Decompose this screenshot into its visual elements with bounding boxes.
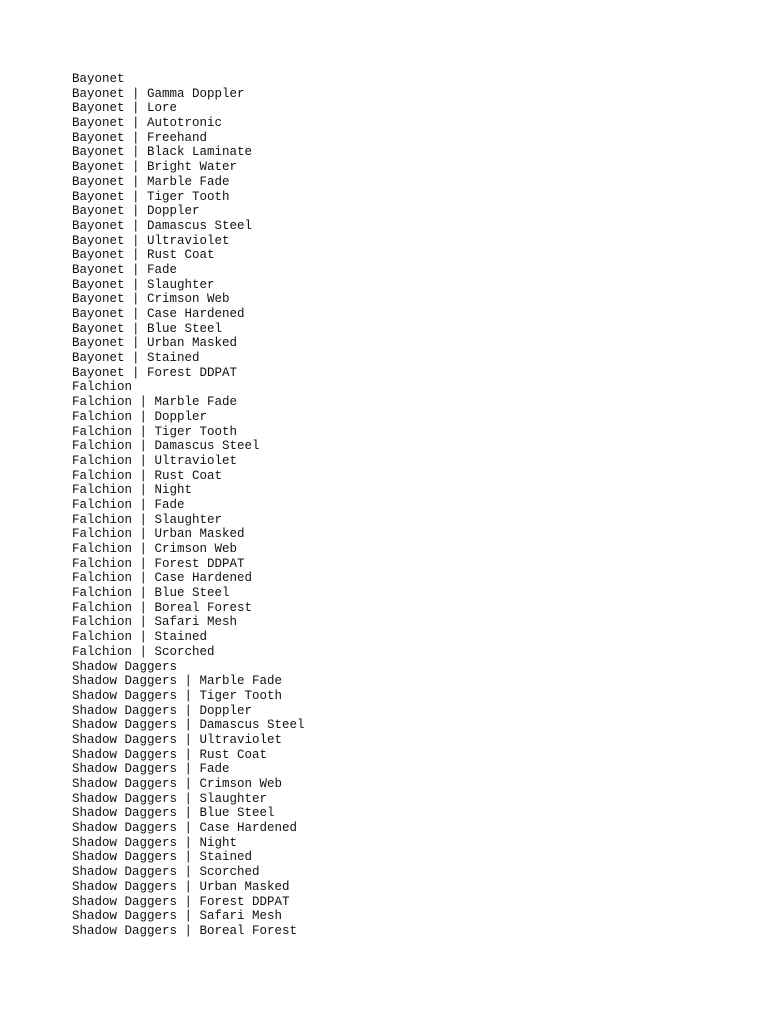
text-line: Bayonet | Lore	[72, 101, 178, 116]
text-line: Falchion | Boreal Forest	[72, 600, 253, 615]
text-line: Bayonet	[72, 72, 125, 86]
text-line: Falchion | Blue Steel	[72, 586, 230, 601]
text-line: Shadow Daggers | Stained	[72, 850, 253, 865]
text-line: Bayonet | Bright Water	[72, 160, 238, 175]
text-line: Falchion | Safari Mesh	[72, 615, 238, 630]
text-line-list	[72, 72, 712, 939]
text-line: Shadow Daggers | Urban Masked	[72, 879, 290, 894]
text-line: Bayonet | Case Hardened	[72, 307, 245, 321]
text-line: Falchion | Urban Masked	[72, 527, 245, 542]
text-line: Bayonet | Doppler	[72, 204, 200, 219]
text-line: Falchion | Night	[72, 483, 193, 498]
text-line: Bayonet | Stained	[72, 351, 200, 366]
text-line: Shadow Daggers | Scorched	[72, 865, 260, 880]
text-line: Shadow Daggers | Rust Coat	[72, 747, 268, 762]
text-line: Falchion | Fade	[72, 497, 185, 512]
text-line: Bayonet | Gamma Doppler	[72, 86, 245, 101]
text-line: Falchion | Marble Fade	[72, 395, 238, 410]
text-line: Falchion | Forest DDPAT	[72, 556, 245, 571]
text-line: Bayonet | Damascus Steel	[72, 218, 253, 233]
text-line: Shadow Daggers | Blue Steel	[72, 806, 275, 821]
text-line: Bayonet | Urban Masked	[72, 336, 238, 351]
text-line: Bayonet | Forest DDPAT	[72, 365, 238, 380]
text-line: Shadow Daggers | Crimson Web	[72, 777, 283, 791]
text-line: Shadow Daggers	[72, 659, 178, 674]
text-line: Bayonet | Slaughter	[72, 277, 215, 292]
text-line: Falchion | Case Hardened	[72, 571, 253, 586]
text-line: Shadow Daggers | Case Hardened	[72, 821, 298, 836]
text-line: Shadow Daggers | Tiger Tooth	[72, 688, 283, 703]
text-line: Bayonet | Tiger Tooth	[72, 189, 230, 204]
text-line: Shadow Daggers | Doppler	[72, 703, 253, 718]
text-line: Falchion | Damascus Steel	[72, 439, 260, 454]
text-line: Bayonet | Ultraviolet	[72, 233, 230, 248]
text-line: Shadow Daggers | Slaughter	[72, 791, 268, 806]
text-line: Falchion | Tiger Tooth	[72, 424, 238, 439]
text-line: Falchion | Ultraviolet	[72, 453, 238, 468]
text-line: Shadow Daggers | Boreal Forest	[72, 923, 298, 938]
text-line: Falchion | Stained	[72, 630, 208, 645]
text-line: Bayonet | Blue Steel	[72, 321, 223, 336]
text-line: Shadow Daggers | Ultraviolet	[72, 732, 283, 747]
text-line: Falchion	[72, 380, 133, 395]
text-line: Falchion | Scorched	[72, 644, 215, 659]
text-line: Shadow Daggers | Night	[72, 835, 238, 850]
text-line: Bayonet | Fade	[72, 262, 178, 277]
text-line: Bayonet | Marble Fade	[72, 174, 230, 189]
text-line: Falchion | Doppler	[72, 409, 208, 424]
text-line: Bayonet | Autotronic	[72, 116, 223, 131]
text-line: Shadow Daggers | Safari Mesh	[72, 909, 283, 924]
text-line: Falchion | Rust Coat	[72, 468, 223, 483]
document-page	[72, 72, 712, 939]
text-line: Falchion | Slaughter	[72, 512, 223, 527]
text-line: Falchion | Crimson Web	[72, 542, 238, 556]
text-line: Shadow Daggers | Marble Fade	[72, 674, 283, 689]
text-line: Shadow Daggers | Forest DDPAT	[72, 894, 290, 909]
text-line: Bayonet | Black Laminate	[72, 145, 253, 160]
text-line: Bayonet | Crimson Web	[72, 292, 230, 307]
text-line: Shadow Daggers | Fade	[72, 762, 230, 777]
text-line: Bayonet | Rust Coat	[72, 248, 215, 263]
text-line: Bayonet | Freehand	[72, 130, 208, 145]
text-line: Shadow Daggers | Damascus Steel	[72, 718, 305, 733]
